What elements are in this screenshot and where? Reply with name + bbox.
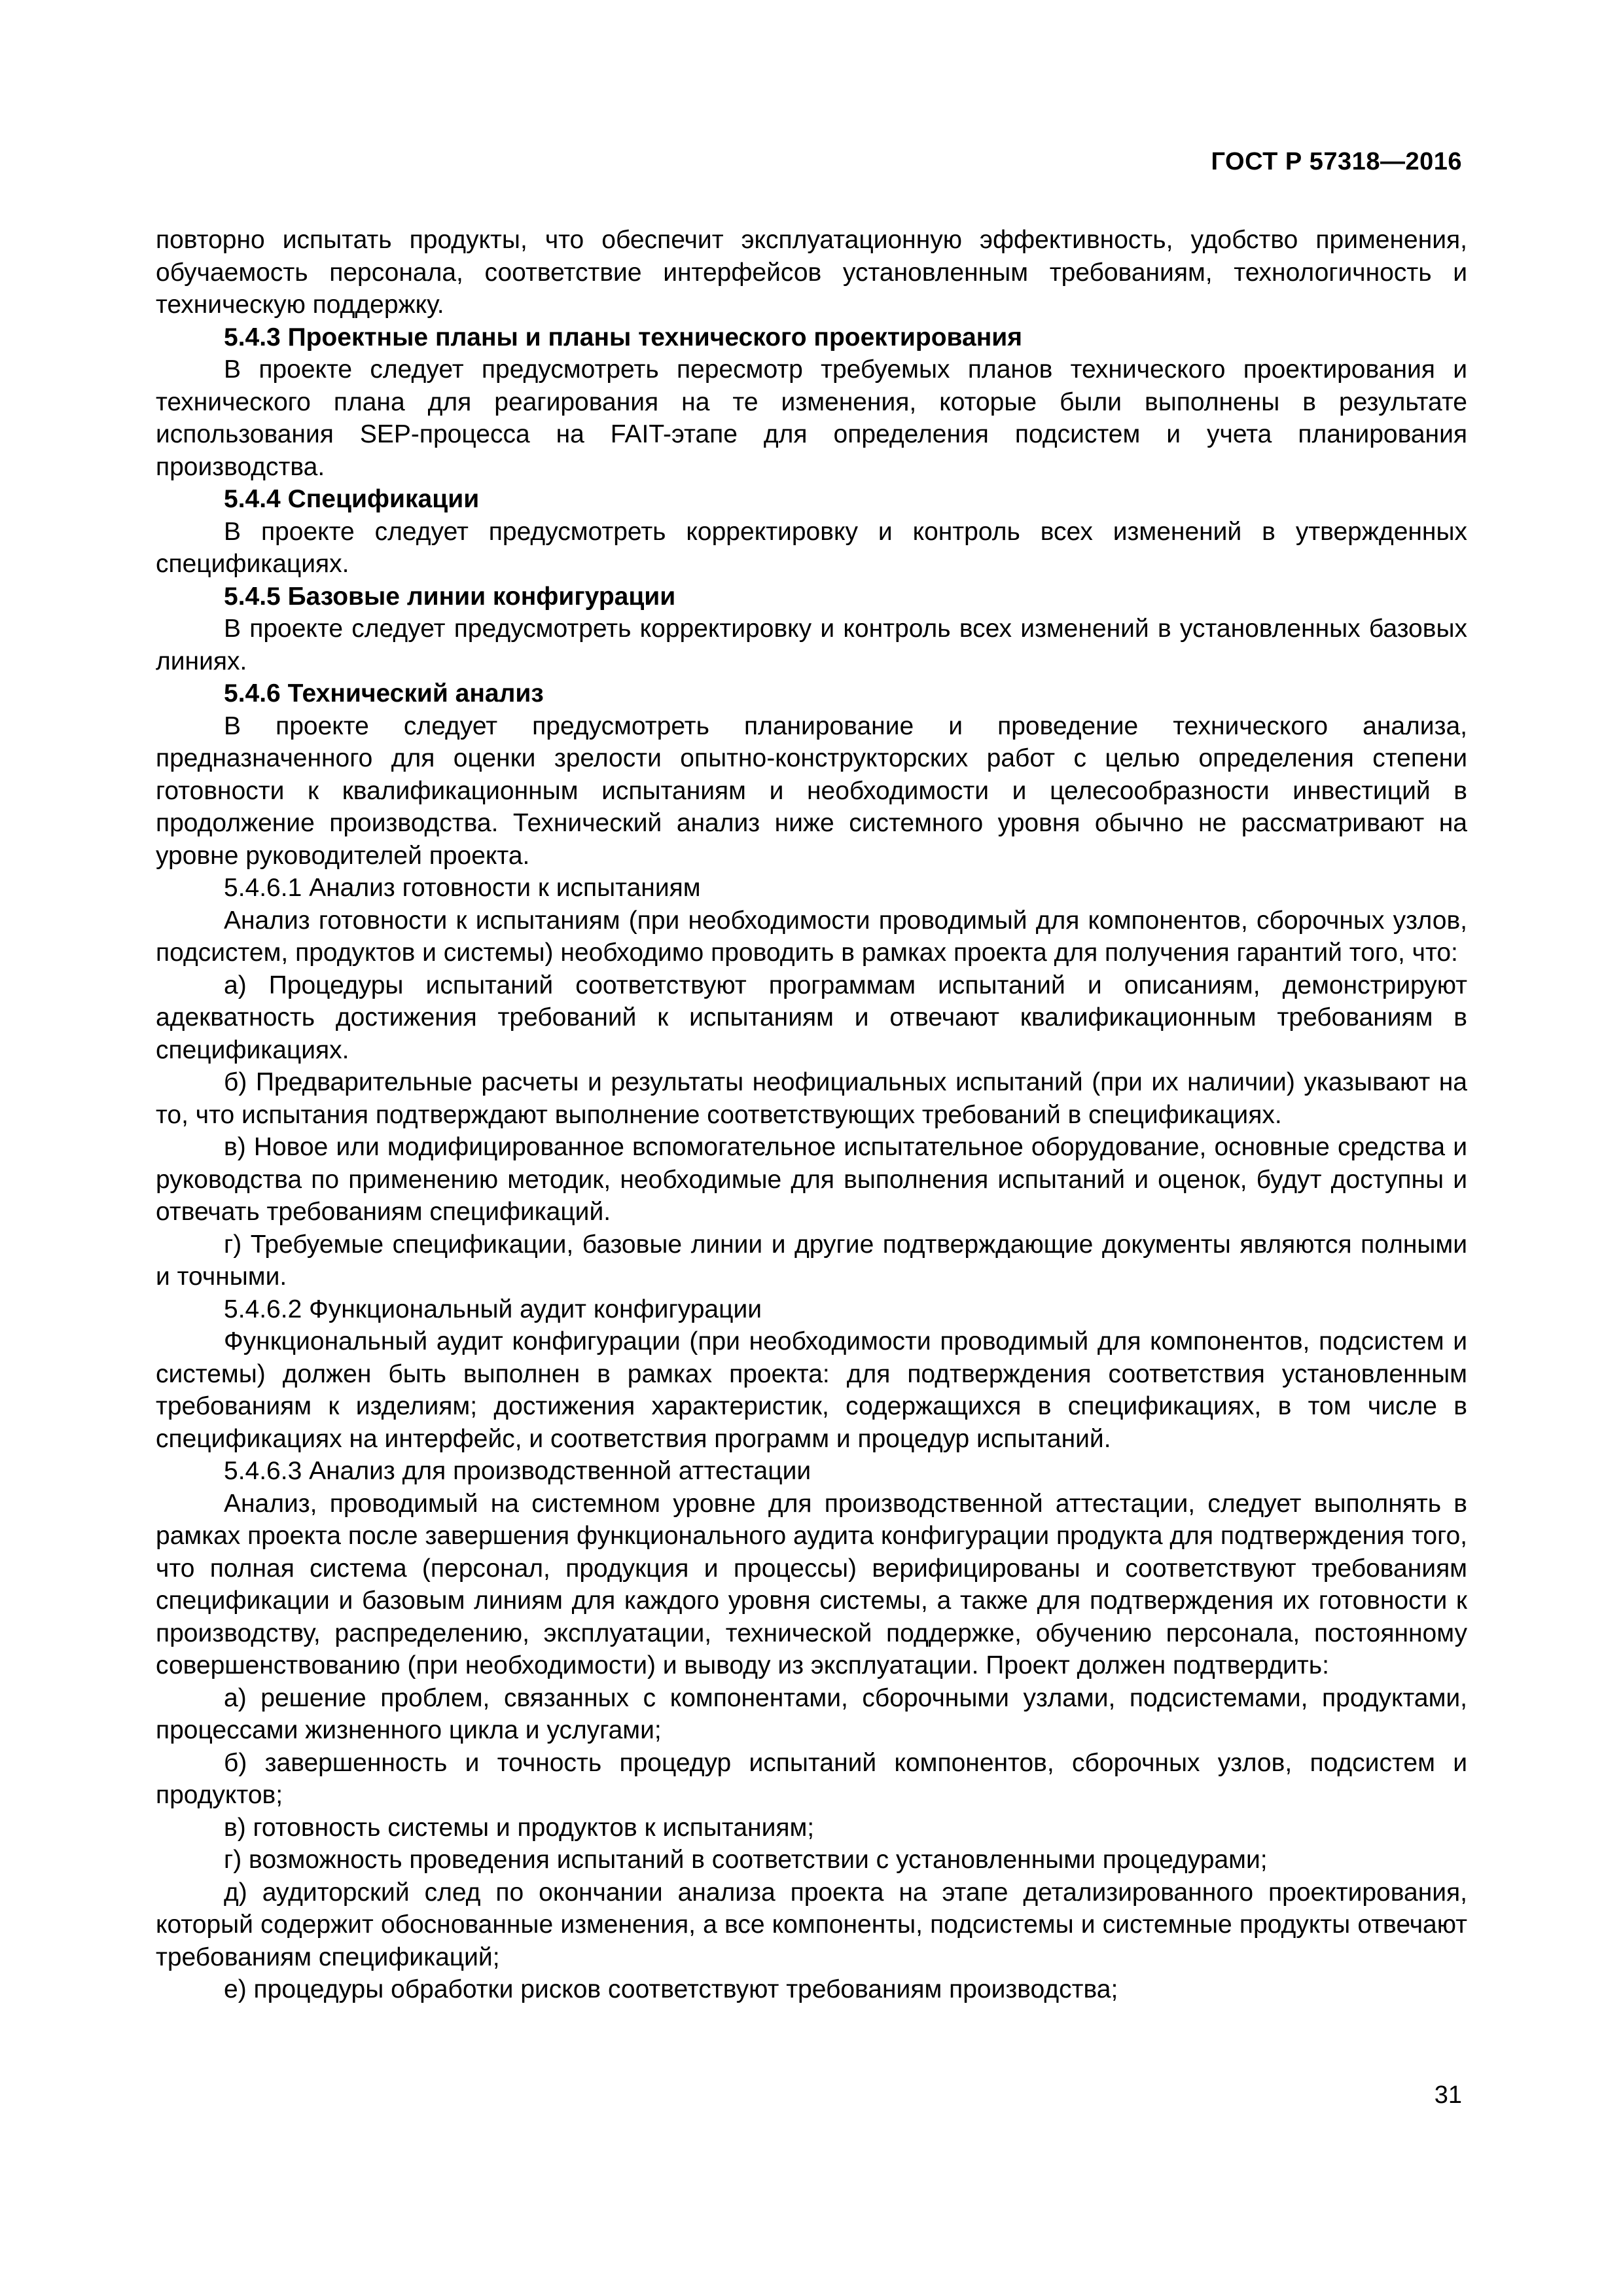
list-item: г) возможность проведения испытаний в соответствии с установленными процедурами; — [224, 1846, 1268, 1874]
document-header: ГОСТ Р 57318—2016 — [1211, 148, 1462, 175]
heading-5-4-3: 5.4.3 Проектные планы и планы технического проектирования — [224, 323, 1022, 351]
subheading-5-4-6-3: 5.4.6.3 Анализ для производственной аттестации — [224, 1457, 812, 1485]
paragraph-5-4-6-2: Функциональный аудит конфигурации (при необходимости проводимый для компонентов, подсистем и системы) должен быть выполнен в рамках проекта: для подтверждения соответствия установленным требованиям к изделиям; достижения характеристик, содержащихся в спецификациях, в том числе в спецификациях на интерфейс, и соответствия программ и процедур испытаний. — [156, 1327, 1467, 1453]
paragraph-5-4-6-1: Анализ готовности к испытаниям (при необходимости проводимый для компонентов, сборочных узлов, подсистем, продуктов и системы) необходимо проводить в рамках проекта для получения гарантий того, что: — [156, 906, 1467, 967]
list-item: в) готовность системы и продуктов к испытаниям; — [224, 1813, 815, 1842]
list-item: а) решение проблем, связанных с компонентами, сборочными узлами, подсистемами, продуктами, процессами жизненного цикла и услугами; — [156, 1683, 1467, 1744]
subheading-5-4-6-1: 5.4.6.1 Анализ готовности к испытаниям — [224, 874, 701, 902]
paragraph-5-4-5: В проекте следует предусмотреть корректировку и контроль всех изменений в установленных базовых линиях. — [156, 615, 1467, 675]
page-body — [156, 224, 1467, 2006]
paragraph-5-4-4: В проекте следует предусмотреть корректировку и контроль всех изменений в утвержденных спецификациях. — [156, 517, 1467, 578]
paragraph-continuation: повторно испытать продукты, что обеспечит эксплуатационную эффективность, удобство применения, обучаемость персонала, соответствие интерфейсов установленным требованиям, технологичность и техническую поддержку. — [156, 226, 1467, 319]
paragraph-5-4-6-3: Анализ, проводимый на системном уровне для производственной аттестации, следует выполнять в рамках проекта после завершения функционального аудита конфигурации продукта для подтверждения того, что полная система (персонал, продукция и процессы) верифицированы и соответствуют требованиям спецификации и базовым линиям для каждого уровня системы, а также для подтверждения их готовности к производству, распределению, эксплуатации, технической поддержке, обучению персонала, постоянному совершенствованию (при необходимости) и выводу из эксплуатации. Проект должен подтвердить: — [156, 1489, 1467, 1679]
list-item: б) Предварительные расчеты и результаты неофициальных испытаний (при их наличии) указывают на то, что испытания подтверждают выполнение соответствующих требований в спецификациях. — [156, 1068, 1467, 1129]
list-item: а) Процедуры испытаний соответствуют программам испытаний и описаниям, демонстрируют адекватность достижения требований к испытаниям и отвечают квалификационным требованиям в спецификациях. — [156, 971, 1467, 1064]
page-number: 31 — [1434, 2081, 1462, 2109]
paragraph-5-4-6: В проекте следует предусмотреть планирование и проведение технического анализа, предназначенного для оценки зрелости опытно-конструкторских работ с целью определения степени готовности к квалификационным испытаниям и необходимости и целесообразности инвестиций в продолжение производства. Технический анализ ниже системного уровня обычно не рассматривают на уровне руководителей проекта. — [156, 711, 1467, 870]
list-item: г) Требуемые спецификации, базовые линии и другие подтверждающие документы являются полными и точными. — [156, 1230, 1467, 1291]
heading-5-4-4: 5.4.4 Спецификации — [224, 485, 480, 513]
list-item: в) Новое или модифицированное вспомогательное испытательное оборудование, основные средства и руководства по применению методик, необходимые для выполнения испытаний и оценок, будут доступны и отвечать требованиям спецификаций. — [156, 1133, 1467, 1226]
heading-5-4-6: 5.4.6 Технический анализ — [224, 679, 544, 708]
list-item: е) процедуры обработки рисков соответствуют требованиям производства; — [224, 1975, 1118, 2003]
subheading-5-4-6-2: 5.4.6.2 Функциональный аудит конфигурации — [224, 1295, 762, 1323]
heading-5-4-5: 5.4.5 Базовые линии конфигурации — [224, 582, 676, 611]
paragraph-5-4-3: В проекте следует предусмотреть пересмотр требуемых планов технического проектирования и технического плана для реагирования на те изменения, которые были выполнены в результате использования SEP-процесса на FAIT-этапе для определения подсистем и учета планирования производства. — [156, 355, 1467, 481]
list-item: д) аудиторский след по окончании анализа проекта на этапе детализированного проектирования, который содержит обоснованные изменения, а все компоненты, подсистемы и системные продукты отвечают требованиям спецификаций; — [156, 1878, 1467, 1971]
list-item: б) завершенность и точность процедур испытаний компонентов, сборочных узлов, подсистем и продуктов; — [156, 1748, 1467, 1809]
